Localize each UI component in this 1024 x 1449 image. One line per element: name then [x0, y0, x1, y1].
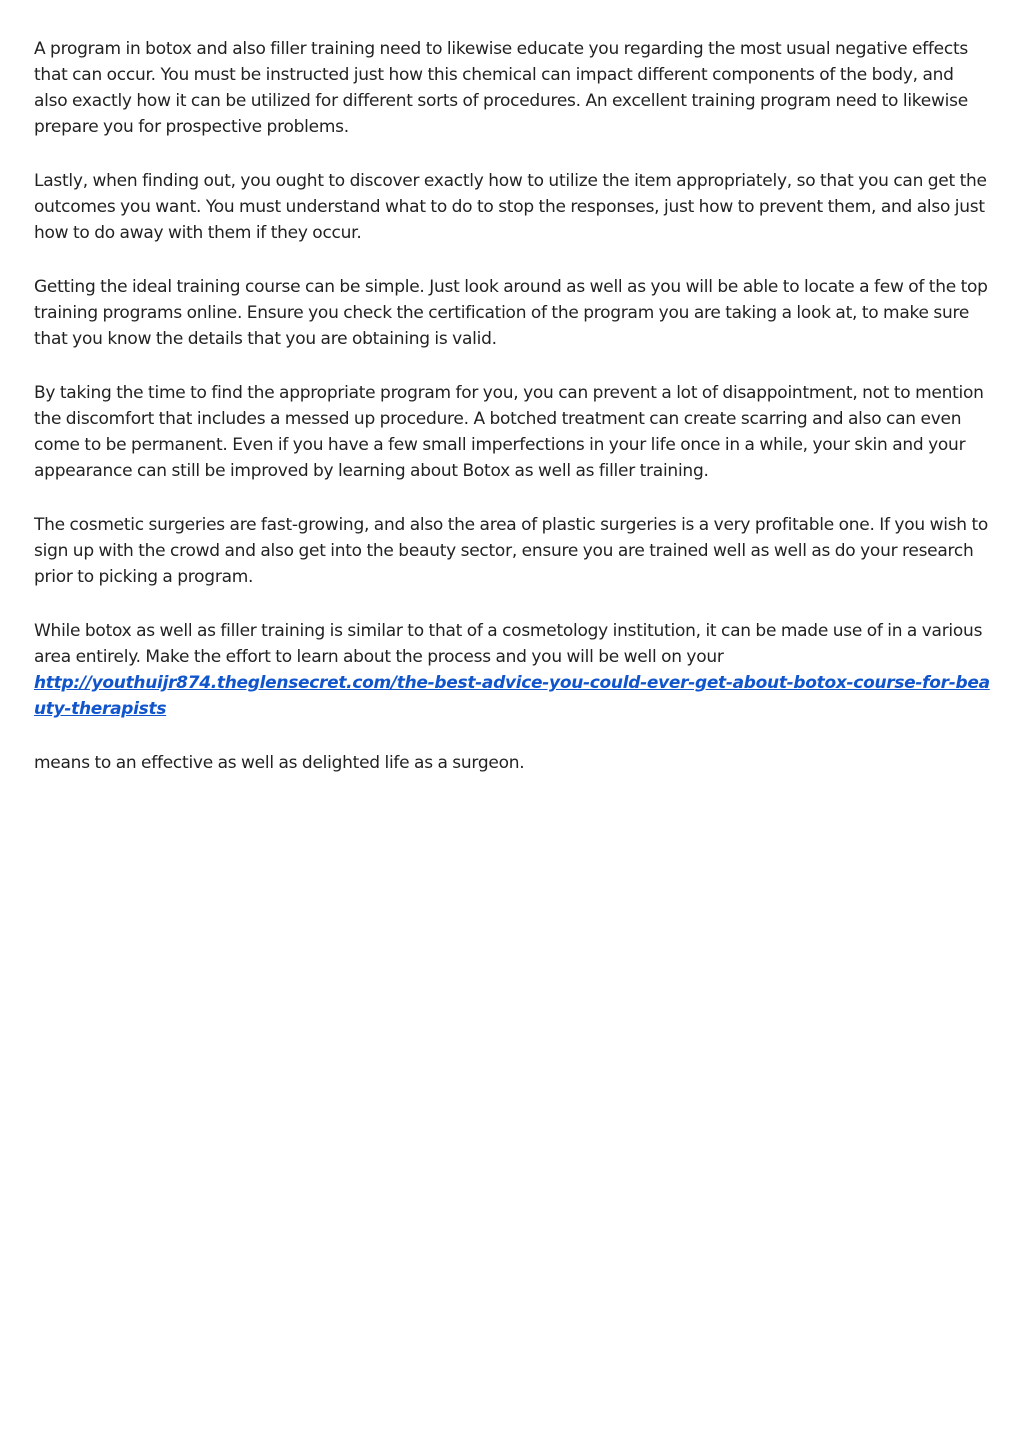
paragraph-finding-course: Getting the ideal training course can be simple. Just look around as well as you will be able to locate a few of the top training programs online. Ensure you check the certification of the program you are taking a look at, to make sure that you know the details that you are obtaining is valid. — [34, 277, 988, 349]
link-container — [34, 670, 990, 722]
paragraph-closing: means to an effective as well as delighted life as a surgeon. — [34, 753, 525, 773]
paragraph-cosmetic-surgeries: The cosmetic surgeries are fast-growing, and also the area of plastic surgeries is a very profitable one. If you wish to sign up with the crowd and also get into the beauty sector, ensure you are trained well as well as do your research prior to picking a program. — [34, 515, 989, 587]
article-link[interactable]: http://youthuijr874.theglensecret.com/the-best-advice-you-could-ever-get-about-botox-course-for-beauty-therapists — [34, 673, 990, 719]
paragraph-cosmetology: While botox as well as filler training is similar to that of a cosmetology institution, it can be made use of in a various area entirely. Make the effort to learn about the process and you will be well on your — [34, 621, 983, 667]
paragraph-proper-use: Lastly, when finding out, you ought to discover exactly how to utilize the item appropriately, so that you can get the outcomes you want. You must understand what to do to stop the responses, just how to prevent them, and also just how to do away with them if they occur. — [34, 171, 987, 243]
document-page — [34, 36, 990, 804]
paragraph-side-effects: A program in botox and also filler training need to likewise educate you regarding the most usual negative effects that can occur. You must be instructed just how this chemical can impact different components of the body, and also exactly how it can be utilized for different sorts of procedures. An excellent training program need to likewise prepare you for prospective problems. — [34, 39, 968, 137]
paragraph-appropriate-program: By taking the time to find the appropriate program for you, you can prevent a lot of disappointment, not to mention the discomfort that includes a messed up procedure. A botched treatment can create scarring and also can even come to be permanent. Even if you have a few small imperfections in your life once in a while, your skin and your appearance can still be improved by learning about Botox as well as filler training. — [34, 383, 984, 481]
